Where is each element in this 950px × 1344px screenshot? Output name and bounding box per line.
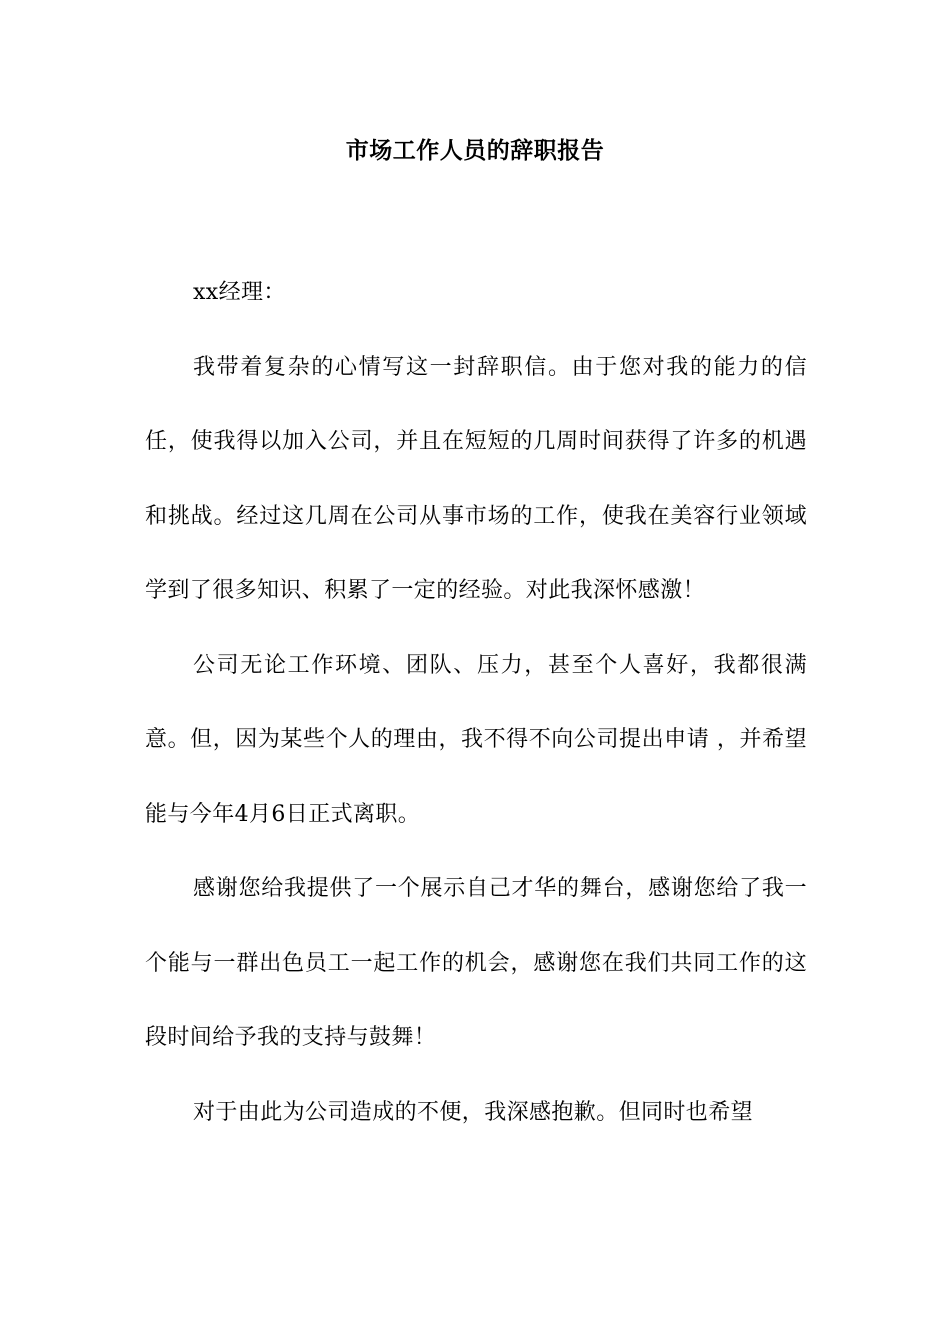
- document-title: 市场工作人员的辞职报告: [345, 137, 605, 164]
- paragraph-4: 对于由此为公司造成的不便，我深感抱歉。但同时也希望: [193, 1099, 754, 1125]
- salutation: xx经理：: [193, 280, 286, 305]
- paragraph-1: 我带着复杂的心情写这一封辞职信。由于您对我的能力的信任，使我得以加入公司，并且在短短的几周时间获得了许多的机遇和挑战。经过这几周在公司从事市场的工作，使我在美容行业领域学到了很多知识、积累了一定的经验。对此我深怀感激！: [145, 354, 807, 603]
- paragraph-3: 感谢您给我提供了一个展示自己才华的舞台，感谢您给了我一个能与一群出色员工一起工作的机会，感谢您在我们共同工作的这段时间给予我的支持与鼓舞！: [145, 876, 807, 1050]
- document-body: [145, 256, 807, 1150]
- paragraph-2: 公司无论工作环境、团队、压力，甚至个人喜好，我都很满意。但，因为某些个人的理由，我不得不向公司提出申请 ，并希望能与今年4月6日正式离职。: [145, 652, 807, 827]
